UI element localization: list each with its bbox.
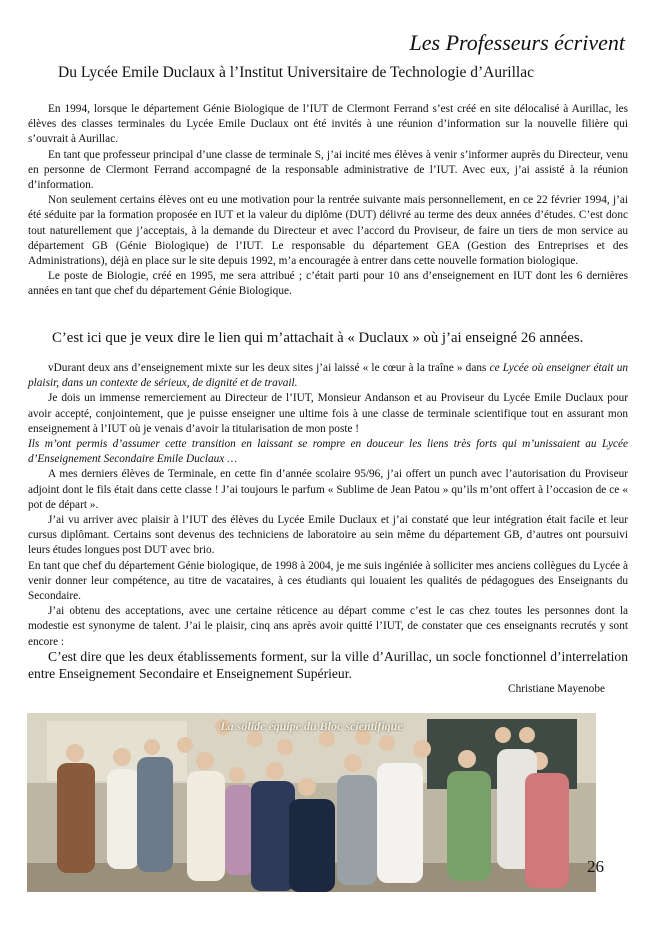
paragraph: En tant que chef du département Génie biologique, de 1998 à 2004, je me suis ingéniée à solliciter mes anciens collègues du Lycée à venir donner leur compétence, au titre de vacataires, à ces étudiants qui louaient les qualités de pédagogues des Enseignants du Secondaire. bbox=[28, 559, 628, 603]
paragraph: Non seulement certains élèves ont eu une motivation pour la rentrée suivante mais personnellement, en ce 22 février 1994, j’ai été séduite par la formation proposée en IUT et la valeur du diplôme (DUT) délivré au terme des deux années d’études. C’est donc tout naturellement que j’acceptais, à la demande du Directeur et avec l’accord du Proviseur, de faire un tiers de mon service au département GB (Génie Biologique) de l’IUT. Le responsable du département GEA (Gestion des Entreprises et des Administrations), déjà en place sur le site depuis 1992, m’a encouragée à entrer dans cette nouvelle formation biologique. bbox=[28, 194, 628, 268]
paragraph: En tant que professeur principal d’une classe de terminale S, j’ai incité mes élèves à venir s’informer auprès du Directeur, venu en personne de Clermont Ferrand accompagné de la responsable administrative de l’IUT. Avec eux, j’ai assisté à la réunion d’information. bbox=[28, 148, 628, 192]
article-section-2 bbox=[28, 361, 628, 650]
paragraph: J’ai obtenu des acceptations, avec une certaine réticence au départ comme c’est le cas chez toutes les personnes dont la modestie est synonyme de talent. J’ai le plaisir, cinq ans après avoir quitté l’IUT, de constater que ces enseignants recrutés y sont encore : bbox=[28, 605, 628, 648]
page-number: 26 bbox=[587, 857, 604, 876]
paragraph: J’ai vu arriver avec plaisir à l’IUT des élèves du Lycée Emile Duclaux et j’ai constaté que leur intégration était facile et leur cursus diplômant. Certains sont devenus des techniciens de laboratoire au sein même du département GB, d’autres ont poursuivi leurs études longues post DUT avec brio. bbox=[28, 514, 628, 557]
paragraph bbox=[28, 361, 628, 391]
closing-text: C’est dire que les deux établissements forment, sur la ville d’Aurillac, un socle fonctionnel d’interrelation entre Enseignement Secondaire et Enseignement Supérieur. bbox=[28, 649, 628, 681]
paragraph-text: vDurant deux ans d’enseignement mixte sur les deux sites j’ai laissé « le cœur à la traîne » dans bbox=[48, 362, 490, 374]
group-photo-illustration bbox=[27, 713, 596, 892]
article-title: Du Lycée Emile Duclaux à l’Institut Universitaire de Technologie d’Aurillac bbox=[58, 64, 534, 81]
photo-caption: La solide équipe du Bloc scientifique bbox=[220, 719, 403, 733]
closing-statement bbox=[28, 648, 628, 682]
author-signature: Christiane Mayenobe bbox=[508, 683, 605, 695]
italic-paragraph: Ils m’ont permis d’assumer cette transition en laissant se rompre en douceur les liens très forts qui m’unissaient au Lycée d’Enseignement Secondaire Emile Duclaux … bbox=[28, 438, 628, 466]
article-section-1 bbox=[28, 102, 628, 300]
paragraph: A mes derniers élèves de Terminale, en cette fin d’année scolaire 95/96, j’ai offert un punch avec l’autorisation du Proviseur adjoint dont le fils était dans cette classe ! J’ai toujours le parfum « Sublime de Jean Patou » qu’ils m’ont offert à l’occasion de ce « pot de départ ». bbox=[28, 468, 628, 511]
paragraph: Je dois un immense remerciement au Directeur de l’IUT, Monsieur Andanson et au Proviseur du Lycée Emile Duclaux pour avoir accepté, conjointement, que je puisse enseigner une ultime fois à une classe de terminale scientifique tout en assurant mon enseignement à l’IUT où je venais d’avoir la titularisation de mon poste ! bbox=[28, 392, 628, 435]
paragraph: En 1994, lorsque le département Génie Biologique de l’IUT de Clermont Ferrand s’est créé en site délocalisé à Aurillac, les élèves des classes terminales du Lycée Emile Duclaux ont été invités à une réunion d’information sur la nouvelle filière qui s’ouvrait à Aurillac. bbox=[28, 103, 628, 146]
page-header-title: Les Professeurs écrivent bbox=[409, 30, 625, 55]
pull-quote: C’est ici que je veux dire le lien qui m’attachait à « Duclaux » où j’ai enseigné 26 années. bbox=[52, 330, 584, 346]
paragraph-italic-text: ce Lycée où enseigner était un plaisir, dans un contexte de sérieux, de dignité et de travail. bbox=[28, 362, 628, 390]
paragraph: Le poste de Biologie, créé en 1995, me sera attribué ; c’était parti pour 10 ans d’enseignement en IUT dont les 6 dernières années en tant que chef du département Génie Biologique. bbox=[28, 270, 628, 298]
group-photo bbox=[27, 713, 596, 892]
